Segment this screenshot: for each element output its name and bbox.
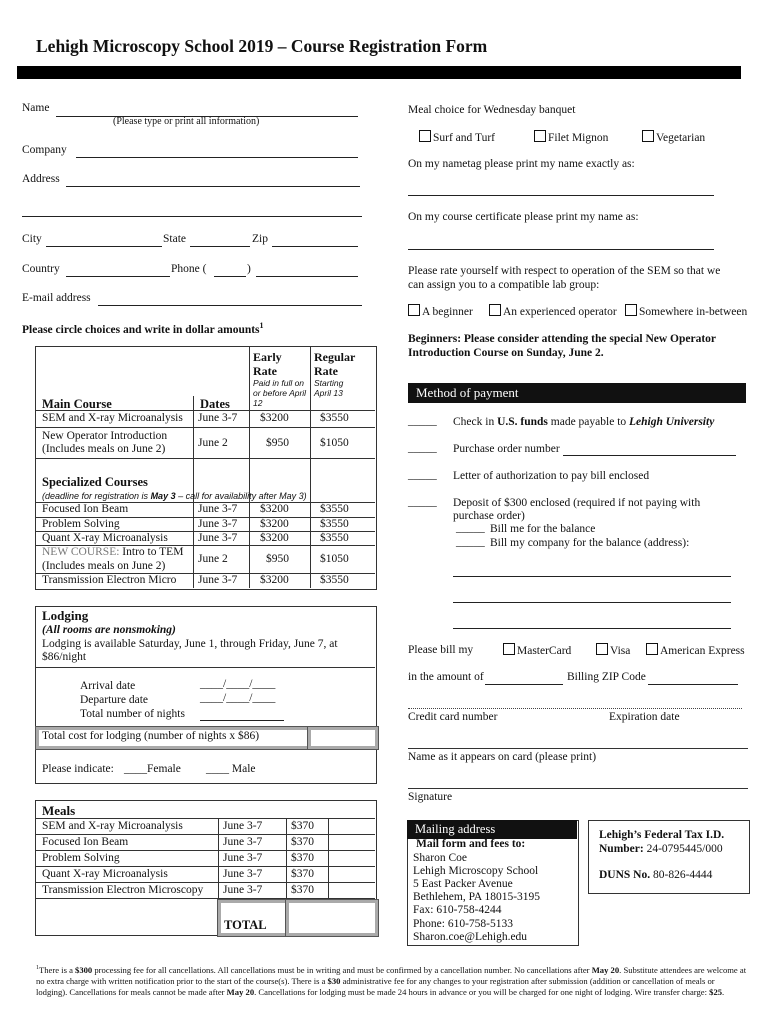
checkbox-icon[interactable] bbox=[625, 304, 637, 316]
course-row-regular[interactable]: $1050 bbox=[320, 553, 349, 565]
deposit-option: Deposit of $300 enclosed (required if not paying with purchase order) bbox=[453, 497, 701, 522]
nametag-label: On my nametag please print my name exactly as: bbox=[408, 158, 635, 170]
name-on-card-field[interactable] bbox=[408, 748, 748, 749]
course-row-early[interactable]: $3200 bbox=[260, 574, 289, 586]
nights-field[interactable] bbox=[200, 708, 284, 721]
course-row-early[interactable]: $3200 bbox=[260, 518, 289, 530]
meal-row-dates: June 3-7 bbox=[223, 836, 263, 848]
meal-row-name: Focused Ion Beam bbox=[42, 836, 129, 848]
billing-zip-label: Billing ZIP Code bbox=[567, 671, 646, 683]
zip-label: Zip bbox=[252, 233, 268, 245]
course-row-dates: June 2 bbox=[198, 553, 228, 565]
name-hint: (Please type or print all information) bbox=[113, 116, 260, 127]
country-field[interactable] bbox=[66, 264, 170, 277]
payment-blank[interactable]: _____ bbox=[408, 496, 437, 508]
lodging-nonsmoking: (All rooms are nonsmoking) bbox=[42, 624, 176, 636]
course-row-dates: June 3-7 bbox=[198, 412, 238, 424]
meal-row-name: SEM and X-ray Microanalysis bbox=[42, 820, 183, 832]
email-field[interactable] bbox=[98, 293, 362, 306]
payment-blank[interactable]: _____ bbox=[408, 469, 437, 481]
checkbox-icon[interactable] bbox=[419, 130, 431, 142]
lodging-total-label: Total cost for lodging (number of nights x $86) bbox=[42, 730, 260, 742]
state-label: State bbox=[163, 233, 186, 245]
phone-close: ) bbox=[247, 263, 251, 275]
mailing-line: Sharon Coe bbox=[413, 852, 467, 864]
mailing-sub: Mail form and fees to: bbox=[416, 838, 526, 850]
course-row-early[interactable]: $3200 bbox=[260, 532, 289, 544]
bill-my-label: Please bill my bbox=[408, 644, 474, 656]
billing-address-field-3[interactable] bbox=[453, 616, 731, 629]
meal-row-dates: June 3-7 bbox=[223, 820, 263, 832]
departure-field[interactable]: ____/____/____ bbox=[200, 692, 276, 704]
lodging-desc: Lodging is available Saturday, June 1, through Friday, June 7, at $86/night bbox=[42, 638, 338, 663]
meal-option-vegetarian[interactable]: Vegetarian bbox=[642, 130, 705, 144]
course-row-name: Transmission Electron Micro bbox=[42, 574, 177, 586]
meal-row-price[interactable]: $370 bbox=[291, 820, 314, 832]
course-row-regular[interactable]: $3550 bbox=[320, 412, 349, 424]
phone-field[interactable] bbox=[256, 264, 358, 277]
meal-row-price[interactable]: $370 bbox=[291, 836, 314, 848]
state-field[interactable] bbox=[190, 234, 250, 247]
tax-number: Number: 24-0795445/000 bbox=[599, 843, 723, 855]
meal-row-name: Transmission Electron Microscopy bbox=[42, 884, 204, 896]
course-row-name: Problem Solving bbox=[42, 518, 120, 530]
payment-blank[interactable]: _____ bbox=[456, 536, 485, 548]
phone-label: Phone ( bbox=[171, 263, 207, 275]
payment-blank[interactable]: _____ bbox=[408, 442, 437, 454]
rate-in-between[interactable]: Somewhere in-between bbox=[625, 304, 747, 318]
meal-row-dates: June 3-7 bbox=[223, 884, 263, 896]
cc-number-field[interactable] bbox=[408, 708, 742, 709]
indicate-label: Please indicate: bbox=[42, 763, 114, 775]
zip-field[interactable] bbox=[272, 234, 358, 247]
card-mastercard[interactable]: MasterCard bbox=[503, 643, 571, 657]
meal-option-surf-turf[interactable]: Surf and Turf bbox=[419, 130, 495, 144]
course-row-regular[interactable]: $3550 bbox=[320, 503, 349, 515]
lodging-total-field[interactable] bbox=[308, 727, 378, 749]
phone-area-field[interactable] bbox=[214, 264, 246, 277]
meal-option-filet[interactable]: Filet Mignon bbox=[534, 130, 608, 144]
course-row-name: Focused Ion Beam bbox=[42, 503, 129, 515]
checkbox-icon[interactable] bbox=[596, 643, 608, 655]
country-label: Country bbox=[22, 263, 60, 275]
meal-row-dates: June 3-7 bbox=[223, 868, 263, 880]
course-row-regular[interactable]: $3550 bbox=[320, 574, 349, 586]
nametag-field[interactable] bbox=[408, 183, 714, 196]
mailing-line: Fax: 610-758-4244 bbox=[413, 904, 502, 916]
course-row-regular[interactable]: $3550 bbox=[320, 518, 349, 530]
course-row-name: Quant X-ray Microanalysis bbox=[42, 532, 168, 544]
arrival-label: Arrival date bbox=[80, 680, 136, 692]
meals-total-field[interactable] bbox=[286, 900, 378, 936]
duns-number: DUNS No. 80-826-4444 bbox=[599, 869, 713, 881]
city-label: City bbox=[22, 233, 42, 245]
footnote: $^1$There is a $300 processing fee for all cancellations. All cancellations must be in writing and must be confirmed by a cancellation number. No cancellations after May 20. Substitute attendees are welcome at no extra charge with written notification prior to the start of the course(s). There is a $30 administrative fee for any changes to your registration after submission (addition or cancellation of meals or lodging). Cancellations for meals cannot be made after May 20. Cancellations for lodging must be made 24 hours in advance or you will be charged for one night of lodging. Wire transfer charge: $25. bbox=[36, 964, 747, 997]
meal-choice-label: Meal choice for Wednesday banquet bbox=[408, 104, 576, 116]
amount-field[interactable] bbox=[485, 672, 563, 685]
email-label: E-mail address bbox=[22, 292, 91, 304]
male-option[interactable]: ____ Male bbox=[206, 763, 256, 775]
company-label: Company bbox=[22, 144, 67, 156]
name-label: Name bbox=[22, 102, 50, 114]
specialized-header: Specialized Courses bbox=[42, 475, 148, 489]
mailing-line: Lehigh Microscopy School bbox=[413, 865, 539, 877]
regular-rate-header: Regular Rate bbox=[314, 350, 356, 378]
po-field[interactable] bbox=[563, 443, 736, 456]
circle-prompt: Please circle choices and write in dollar amounts$^1$ bbox=[22, 321, 264, 336]
checkbox-icon[interactable] bbox=[489, 304, 501, 316]
checkbox-icon[interactable] bbox=[503, 643, 515, 655]
billing-address-field-2[interactable] bbox=[453, 590, 731, 603]
sem-rate-prompt: Please rate yourself with respect to operation of the SEM so that we can assign you to a compatible lab group: bbox=[408, 265, 721, 291]
bill-company-option: Bill my company for the balance (address): bbox=[490, 537, 690, 549]
certificate-label: On my course certificate please print my name as: bbox=[408, 211, 639, 223]
mailing-line: Phone: 610-758-5133 bbox=[413, 918, 513, 930]
dates-header: Dates bbox=[200, 397, 230, 411]
payment-blank[interactable]: _____ bbox=[408, 415, 437, 427]
new-course-sub: (Includes meals on June 2) bbox=[42, 560, 166, 572]
city-field[interactable] bbox=[46, 234, 162, 247]
main-course-header: Main Course bbox=[42, 397, 112, 411]
billing-zip-field[interactable] bbox=[648, 672, 738, 685]
meal-row-name: Problem Solving bbox=[42, 852, 120, 864]
address-label: Address bbox=[22, 173, 60, 185]
title-bar bbox=[17, 66, 741, 79]
meal-row-price[interactable]: $370 bbox=[291, 868, 314, 880]
signature-field[interactable] bbox=[408, 788, 748, 789]
checkbox-icon[interactable] bbox=[408, 304, 420, 316]
check-option: Check in U.S. funds made payable to Lehigh University bbox=[453, 416, 715, 428]
billing-address-field[interactable] bbox=[453, 564, 731, 577]
beginners-note: Beginners: Please consider attending the special New Operator Introduction Course on Sunday, June 2. bbox=[408, 333, 716, 359]
course-row-dates: June 3-7 bbox=[198, 574, 238, 586]
course-row-dates: June 3-7 bbox=[198, 503, 238, 515]
departure-label: Departure date bbox=[80, 694, 149, 706]
lodging-header: Lodging bbox=[42, 608, 89, 623]
mailing-email: Sharon.coe@Lehigh.edu bbox=[413, 931, 528, 943]
amount-label: in the amount of bbox=[408, 671, 484, 683]
mailing-line: 5 East Packer Avenue bbox=[413, 878, 513, 890]
course-row-dates: June 3-7 bbox=[198, 518, 238, 530]
rate-experienced[interactable]: An experienced operator bbox=[489, 304, 617, 318]
checkbox-icon[interactable] bbox=[534, 130, 546, 142]
mailing-line: Bethlehem, PA 18015-3195 bbox=[413, 891, 541, 903]
course-row-name: SEM and X-ray Microanalysis bbox=[42, 412, 183, 424]
meal-row-price[interactable]: $370 bbox=[291, 884, 314, 896]
meal-row-name: Quant X-ray Microanalysis bbox=[42, 868, 168, 880]
arrival-field[interactable]: ____/____/____ bbox=[200, 678, 276, 690]
course-row-regular[interactable]: $1050 bbox=[320, 437, 349, 449]
card-amex[interactable]: American Express bbox=[646, 643, 745, 657]
po-label: Purchase order number bbox=[453, 443, 560, 455]
course-row-regular[interactable]: $3550 bbox=[320, 532, 349, 544]
certificate-field[interactable] bbox=[408, 237, 714, 250]
course-row-early[interactable]: $3200 bbox=[260, 503, 289, 515]
course-row-dates: June 2 bbox=[198, 437, 228, 449]
meal-row-dates: June 3-7 bbox=[223, 852, 263, 864]
mailing-header: Mailing address bbox=[407, 820, 577, 839]
course-row-early[interactable]: $3200 bbox=[260, 412, 289, 424]
course-row-name: New Operator Introduction (Includes meals on June 2) bbox=[42, 430, 168, 455]
course-row-dates: June 3-7 bbox=[198, 532, 238, 544]
meals-header: Meals bbox=[42, 803, 76, 818]
regular-rate-note: Starting April 13 bbox=[314, 378, 344, 398]
female-option[interactable]: ____Female bbox=[124, 763, 181, 775]
card-visa[interactable]: Visa bbox=[596, 643, 630, 657]
rate-beginner[interactable]: A beginner bbox=[408, 304, 473, 318]
address-field[interactable] bbox=[66, 174, 360, 187]
checkbox-icon[interactable] bbox=[646, 643, 658, 655]
page-title: Lehigh Microscopy School 2019 – Course Registration Form bbox=[36, 36, 488, 56]
payment-blank[interactable]: _____ bbox=[456, 522, 485, 534]
course-row-early[interactable]: $950 bbox=[266, 553, 289, 565]
address-field-2[interactable] bbox=[22, 204, 362, 217]
specialized-note: (deadline for registration is May 3 – call for availability after May 3) bbox=[42, 491, 307, 501]
course-row-early[interactable]: $950 bbox=[266, 437, 289, 449]
cc-number-label: Credit card number bbox=[408, 711, 498, 723]
early-rate-header: Early Rate bbox=[253, 350, 282, 378]
name-on-card-label: Name as it appears on card (please print) bbox=[408, 751, 597, 763]
tax-title: Lehigh’s Federal Tax I.D. bbox=[599, 829, 725, 841]
letter-option: Letter of authorization to pay bill enclosed bbox=[453, 470, 650, 482]
meals-total-label: TOTAL bbox=[224, 918, 267, 932]
meal-row-price[interactable]: $370 bbox=[291, 852, 314, 864]
checkbox-icon[interactable] bbox=[642, 130, 654, 142]
payment-header: Method of payment bbox=[408, 383, 746, 403]
early-rate-note: Paid in full on or before April 12 bbox=[253, 378, 307, 408]
expiration-label: Expiration date bbox=[609, 711, 680, 723]
nights-label: Total number of nights bbox=[80, 708, 185, 720]
company-field[interactable] bbox=[76, 145, 358, 158]
bill-me-option: Bill me for the balance bbox=[490, 523, 596, 535]
new-course-name: NEW COURSE: Intro to TEM bbox=[42, 546, 184, 558]
signature-label: Signature bbox=[408, 791, 453, 803]
